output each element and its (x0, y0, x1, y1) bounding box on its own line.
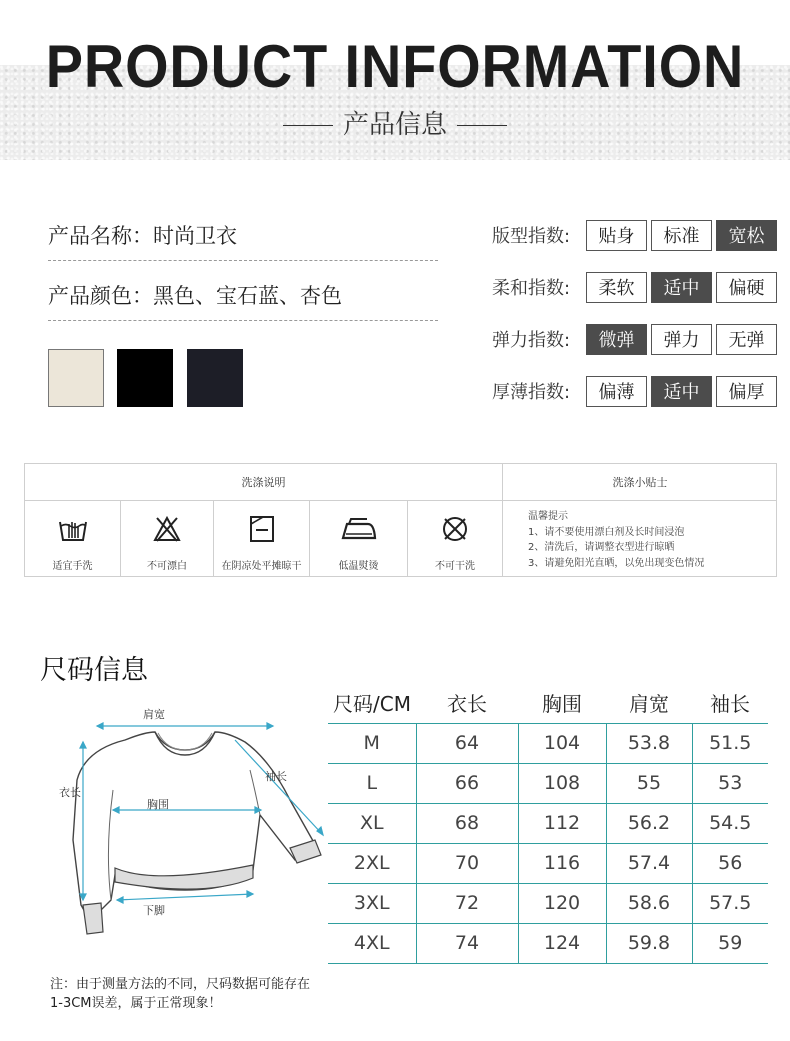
column-header: 胸围 (542, 692, 582, 717)
index-option: 偏薄 (586, 376, 647, 407)
no-dry-clean-icon (440, 514, 470, 544)
index-option-selected: 适中 (651, 376, 712, 407)
header-banner (0, 0, 790, 160)
wash-item-label: 不可漂白 (147, 561, 187, 572)
table-cell: 55 (606, 763, 692, 803)
color-swatch-navy[interactable] (187, 349, 243, 407)
table-cell: L (328, 763, 416, 803)
wash-item-label: 适宜手洗 (52, 561, 93, 572)
table-cell: 68 (416, 803, 518, 843)
no-bleach-icon (152, 514, 182, 544)
table-cell: 124 (518, 923, 606, 963)
wash-item-low-iron (310, 501, 408, 577)
wash-item-label: 低温熨烫 (338, 561, 379, 572)
divider (48, 320, 438, 321)
diagram-label-length: 衣长 (59, 786, 81, 799)
table-cell: 4XL (328, 923, 416, 963)
note-line: 注：由于测量方法的不同，尺码数据可能存在 (50, 977, 311, 992)
table-row (328, 843, 768, 883)
sweater-diagram (55, 700, 330, 945)
subtitle-right-dash (457, 125, 507, 126)
wash-item-label: 在阴凉处平摊晾干 (221, 561, 302, 572)
color-swatch-apricot[interactable] (48, 349, 104, 407)
low-iron-icon (340, 514, 378, 544)
table-cell: 72 (416, 883, 518, 923)
measurement-note (50, 975, 310, 1013)
index-label: 厚薄指数: (492, 382, 571, 403)
divider (48, 260, 438, 261)
subtitle-left-dash (283, 125, 333, 126)
column-header: 袖长 (710, 692, 750, 717)
index-option: 柔软 (586, 272, 647, 303)
index-option: 贴身 (586, 220, 647, 251)
table-cell: 108 (518, 763, 606, 803)
table-cell: 56.2 (606, 803, 692, 843)
wash-instructions-header: 洗涤说明 (25, 464, 503, 501)
table-cell: 54.5 (692, 803, 768, 843)
column-header: 衣长 (447, 692, 487, 717)
index-option-selected: 微弹 (586, 324, 647, 355)
table-cell: 58.6 (606, 883, 692, 923)
wash-item-label: 不可干洗 (435, 561, 475, 572)
diagram-label-shoulder: 肩宽 (143, 708, 165, 721)
color-swatch-black[interactable] (117, 349, 173, 407)
index-label: 弹力指数: (492, 330, 571, 351)
table-cell: M (328, 723, 416, 763)
size-table (328, 683, 768, 964)
table-cell: 74 (416, 923, 518, 963)
diagram-label-sleeve: 袖长 (265, 770, 287, 783)
table-cell: 59 (692, 923, 768, 963)
hand-wash-icon (57, 514, 89, 544)
index-option-selected: 适中 (651, 272, 712, 303)
dry-flat-shade-icon (247, 514, 277, 544)
tip-line: 1、请不要使用漂白剂及长时间浸泡 (528, 526, 685, 538)
table-row (328, 923, 768, 963)
wash-item-hand-wash (25, 501, 121, 577)
index-label: 柔和指数: (492, 278, 571, 299)
column-header: 尺码/CM (333, 692, 411, 717)
table-cell: 3XL (328, 883, 416, 923)
table-cell: 112 (518, 803, 606, 843)
diagram-label-hem: 下脚 (143, 904, 165, 917)
product-name: 产品名称：时尚卫衣 (48, 224, 237, 248)
index-row-thickness (492, 375, 781, 407)
index-option-selected: 宽松 (716, 220, 777, 251)
diagram-label-chest: 胸围 (147, 798, 169, 811)
index-row-elasticity (492, 323, 781, 355)
page-title: PRODUCT INFORMATION (45, 33, 745, 100)
tip-line: 3、请避免阳光直晒，以免出现变色情况 (528, 557, 705, 569)
index-label: 版型指数: (492, 226, 571, 247)
table-cell: 120 (518, 883, 606, 923)
table-cell: 57.4 (606, 843, 692, 883)
column-header: 肩宽 (629, 692, 669, 717)
table-cell: 104 (518, 723, 606, 763)
table-row (328, 883, 768, 923)
table-cell: 53 (692, 763, 768, 803)
table-cell: 53.8 (606, 723, 692, 763)
index-row-fit (492, 219, 781, 251)
index-option: 偏硬 (716, 272, 777, 303)
wash-item-no-dry-clean (408, 501, 503, 577)
table-cell: 64 (416, 723, 518, 763)
subtitle-text: 产品信息 (342, 110, 447, 140)
table-cell: 70 (416, 843, 518, 883)
note-line: 1-3CM误差，属于正常现象！ (50, 996, 222, 1011)
table-row (328, 803, 768, 843)
wash-item-no-bleach (121, 501, 214, 577)
table-cell: 59.8 (606, 923, 692, 963)
wash-tips-text (528, 509, 768, 571)
size-table-header-row (328, 683, 768, 723)
table-cell: 57.5 (692, 883, 768, 923)
wash-item-dry-flat (214, 501, 310, 577)
table-cell: 116 (518, 843, 606, 883)
table-row (328, 723, 768, 763)
index-option: 弹力 (651, 324, 712, 355)
index-option: 偏厚 (716, 376, 777, 407)
table-cell: 56 (692, 843, 768, 883)
index-option: 无弹 (716, 324, 777, 355)
table-cell: 66 (416, 763, 518, 803)
size-section-title: 尺码信息 (40, 655, 148, 686)
index-row-softness (492, 271, 781, 303)
wash-care-table (24, 463, 777, 577)
page-subtitle (0, 104, 790, 141)
tip-line: 温馨提示 (528, 511, 568, 522)
wash-tips-header: 洗涤小贴士 (503, 464, 777, 501)
table-cell: 51.5 (692, 723, 768, 763)
table-cell: XL (328, 803, 416, 843)
index-option: 标准 (651, 220, 712, 251)
table-cell: 2XL (328, 843, 416, 883)
table-row (328, 763, 768, 803)
product-colors: 产品颜色：黑色、宝石蓝、杏色 (48, 284, 342, 308)
tip-line: 2、清洗后，请调整衣型进行晾晒 (528, 542, 675, 553)
